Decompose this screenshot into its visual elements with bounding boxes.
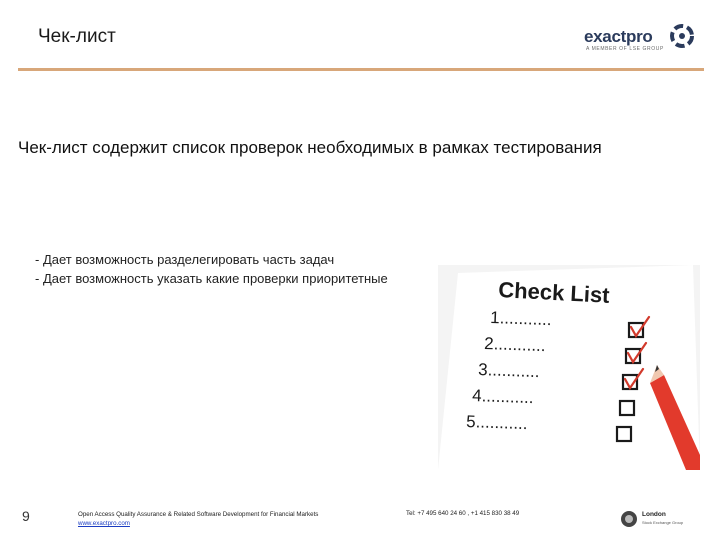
slide-headline: Чек-лист содержит список проверок необходимых в рамках тестирования: [18, 138, 602, 157]
checklist-heading: Check List: [497, 277, 611, 308]
lse-subtitle: Stock Exchange Group: [642, 520, 684, 525]
footer-website-link[interactable]: www.exactpro.com: [78, 520, 130, 527]
lse-wordmark: London: [642, 511, 666, 518]
lse-crest-icon: [620, 510, 638, 528]
checklist-illustration: [438, 265, 700, 470]
checklist-item: 3...........: [477, 360, 540, 382]
logo-tagline: A MEMBER OF LSE GROUP: [586, 46, 664, 52]
logo-wordmark: exactpro: [584, 27, 653, 46]
bullet-item: - Дает возможность указать какие проверки приоритетные: [35, 271, 388, 286]
checklist-item: 5...........: [465, 412, 528, 434]
footer-description: Open Access Quality Assurance & Related Software Development for Financial Markets: [78, 511, 319, 518]
bullet-list: [35, 250, 388, 288]
slide-title: Чек-лист: [38, 26, 116, 47]
header-divider: [18, 68, 704, 71]
page-number: 9: [22, 508, 30, 524]
checklist-item: 1...........: [489, 308, 552, 330]
footer-description-block: [78, 510, 318, 528]
lse-group-logo: [620, 510, 700, 530]
checklist-item: 2...........: [483, 334, 546, 356]
exactpro-emblem-icon: [670, 24, 694, 48]
exactpro-logo: [584, 24, 694, 54]
footer-phones: Tel: +7 495 640 24 60 , +1 415 830 38 49: [406, 510, 520, 517]
bullet-item: - Дает возможность разделегировать часть задач: [35, 252, 335, 267]
checklist-item: 4...........: [471, 386, 534, 408]
